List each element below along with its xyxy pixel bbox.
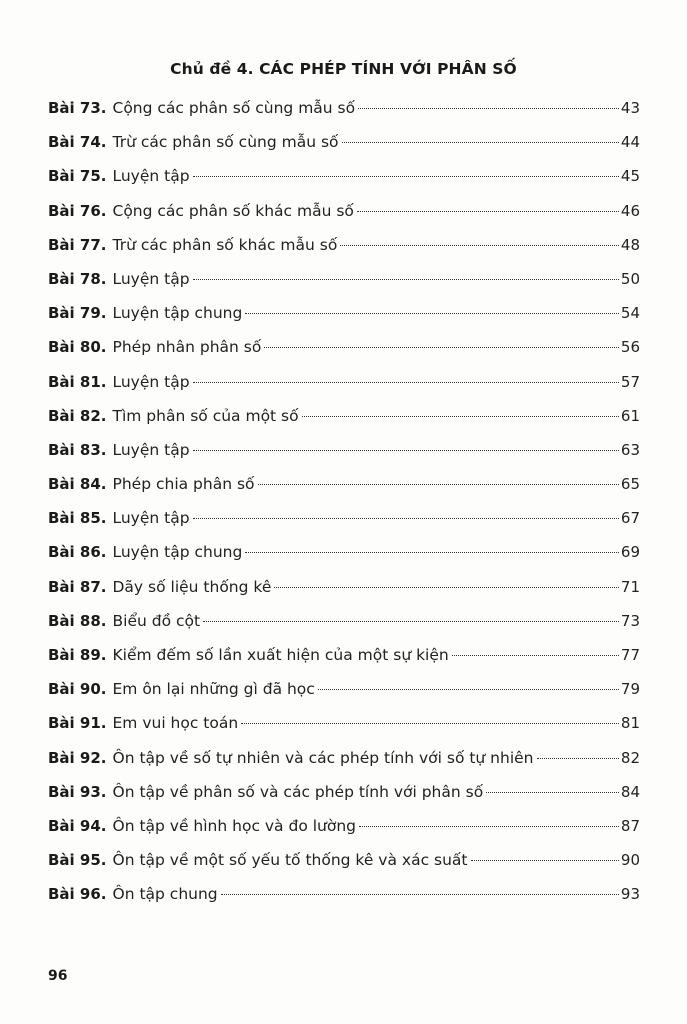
dot-leader (241, 723, 619, 724)
toc-entry (48, 267, 640, 301)
lesson-title: Luyện tập (112, 269, 190, 288)
lesson-number: Bài 93. (48, 782, 107, 801)
toc-entry (48, 746, 640, 780)
lesson-number: Bài 73. (48, 99, 107, 117)
lesson-number: Bài 80. (48, 338, 107, 357)
lesson-number: Bài 78. (48, 269, 107, 288)
toc-entry (48, 335, 640, 369)
table-of-contents (48, 96, 640, 917)
lesson-page-number: 54 (620, 304, 640, 323)
dot-leader (221, 894, 619, 895)
dot-leader (193, 382, 619, 383)
dot-leader (357, 211, 619, 212)
lesson-title: Phép chia phân số (112, 475, 255, 494)
lesson-number: Bài 82. (48, 406, 107, 425)
dot-leader (203, 621, 619, 622)
toc-entry (48, 506, 640, 540)
lesson-title: Trừ các phân số cùng mẫu số (112, 133, 339, 152)
dot-leader (302, 416, 619, 417)
dot-leader (245, 552, 619, 553)
lesson-page-number: 44 (620, 133, 640, 152)
lesson-number: Bài 90. (48, 680, 107, 699)
lesson-page-number: 61 (620, 406, 640, 425)
page-number: 96 (48, 968, 68, 984)
toc-entry (48, 882, 640, 916)
lesson-number: Bài 95. (48, 851, 107, 870)
lesson-number: Bài 83. (48, 440, 107, 459)
lesson-page-number: 81 (620, 714, 640, 733)
lesson-page-number: 63 (620, 440, 640, 459)
dot-leader (358, 108, 619, 109)
toc-entry (48, 438, 640, 472)
lesson-title: Luyện tập (112, 509, 190, 528)
lesson-page-number: 45 (620, 167, 640, 186)
lesson-page-number: 71 (620, 577, 640, 596)
toc-entry (48, 643, 640, 677)
lesson-page-number: 69 (620, 543, 640, 562)
lesson-title: Luyện tập (112, 372, 190, 391)
chapter-heading: Chủ đề 4. CÁC PHÉP TÍNH VỚI PHÂN SỐ (170, 60, 517, 78)
lesson-number: Bài 77. (48, 235, 107, 254)
lesson-title: Cộng các phân số khác mẫu số (112, 201, 354, 220)
toc-entry (48, 472, 640, 506)
toc-entry (48, 370, 640, 404)
dot-leader (486, 792, 619, 793)
toc-entry (48, 301, 640, 335)
lesson-page-number: 73 (620, 611, 640, 630)
toc-entry (48, 677, 640, 711)
lesson-number: Bài 75. (48, 167, 107, 186)
lesson-title: Luyện tập (112, 440, 190, 459)
lesson-number: Bài 79. (48, 304, 107, 323)
lesson-number: Bài 84. (48, 475, 107, 494)
lesson-title: Phép nhân phân số (112, 338, 262, 357)
toc-entry (48, 848, 640, 882)
lesson-number: Bài 94. (48, 816, 107, 835)
lesson-title: Em ôn lại những gì đã học (112, 680, 315, 699)
lesson-page-number: 84 (620, 782, 640, 801)
lesson-page-number: 77 (620, 646, 640, 664)
lesson-number: Bài 87. (48, 577, 107, 596)
lesson-title: Luyện tập chung (112, 543, 243, 562)
lesson-title: Ôn tập về phân số và các phép tính với phân số (112, 782, 484, 801)
toc-entry (48, 130, 640, 164)
lesson-title: Ôn tập về một số yếu tố thống kê và xác suất (112, 851, 468, 870)
dot-leader (537, 758, 619, 759)
lesson-number: Bài 88. (48, 611, 107, 630)
lesson-page-number: 93 (620, 885, 640, 904)
lesson-title: Trừ các phân số khác mẫu số (112, 235, 338, 254)
dot-leader (258, 484, 619, 485)
lesson-title: Ôn tập về hình học và đo lường (112, 816, 357, 835)
lesson-page-number: 46 (620, 201, 640, 220)
lesson-number: Bài 92. (48, 748, 107, 767)
lesson-number: Bài 96. (48, 885, 107, 904)
toc-entry (48, 575, 640, 609)
dot-leader (193, 518, 619, 519)
lesson-page-number: 48 (620, 235, 640, 254)
toc-entry (48, 540, 640, 574)
lesson-page-number: 56 (620, 338, 640, 357)
toc-entry (48, 780, 640, 814)
dot-leader (342, 142, 619, 143)
lesson-title: Ôn tập chung (112, 885, 218, 904)
lesson-title: Luyện tập (112, 167, 190, 186)
lesson-title: Tìm phân số của một số (112, 406, 299, 425)
lesson-number: Bài 74. (48, 133, 107, 152)
lesson-number: Bài 76. (48, 201, 107, 220)
lesson-page-number: 67 (620, 509, 640, 528)
lesson-page-number: 43 (620, 99, 640, 117)
lesson-title: Biểu đồ cột (112, 611, 201, 630)
lesson-page-number: 65 (620, 475, 640, 494)
dot-leader (359, 826, 619, 827)
lesson-number: Bài 89. (48, 646, 107, 664)
lesson-number: Bài 85. (48, 509, 107, 528)
lesson-page-number: 90 (620, 851, 640, 870)
lesson-page-number: 57 (620, 372, 640, 391)
lesson-number: Bài 81. (48, 372, 107, 391)
dot-leader (264, 347, 619, 348)
lesson-title: Ôn tập về số tự nhiên và các phép tính với số tự nhiên (112, 748, 534, 767)
dot-leader (245, 313, 619, 314)
toc-entry (48, 609, 640, 643)
toc-entry (48, 199, 640, 233)
dot-leader (471, 860, 619, 861)
lesson-title: Em vui học toán (112, 714, 239, 733)
toc-entry (48, 164, 640, 198)
lesson-number: Bài 91. (48, 714, 107, 733)
toc-entry (48, 814, 640, 848)
lesson-page-number: 82 (620, 748, 640, 767)
toc-entry (48, 233, 640, 267)
lesson-page-number: 87 (620, 816, 640, 835)
dot-leader (318, 689, 619, 690)
lesson-title: Dãy số liệu thống kê (112, 577, 272, 596)
dot-leader (193, 176, 619, 177)
dot-leader (193, 279, 619, 280)
toc-entry (48, 711, 640, 745)
lesson-title: Cộng các phân số cùng mẫu số (112, 99, 356, 117)
toc-entry (48, 96, 640, 130)
dot-leader (193, 450, 619, 451)
toc-entry (48, 404, 640, 438)
lesson-title: Luyện tập chung (112, 304, 243, 323)
lesson-title: Kiểm đếm số lần xuất hiện của một sự kiện (112, 646, 449, 664)
lesson-page-number: 79 (620, 680, 640, 699)
lesson-number: Bài 86. (48, 543, 107, 562)
dot-leader (340, 245, 619, 246)
lesson-page-number: 50 (620, 269, 640, 288)
dot-leader (274, 587, 619, 588)
dot-leader (452, 655, 619, 656)
